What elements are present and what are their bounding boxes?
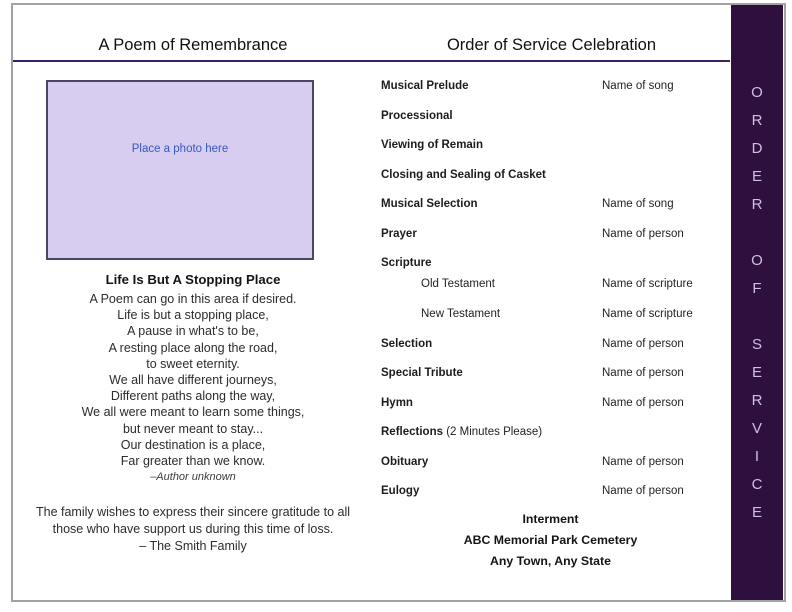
order-of-service-page	[373, 62, 730, 572]
service-value: Name of person	[602, 485, 684, 497]
poem-body	[13, 291, 373, 469]
gratitude-line: those who have support us during this time of loss.	[52, 522, 334, 537]
service-value: Name of scripture	[602, 308, 693, 320]
service-value: Name of song	[602, 80, 674, 92]
service-row	[381, 198, 720, 211]
service-value: Name of person	[602, 367, 684, 379]
poem-line: Our destination is a place,	[120, 437, 266, 452]
band-letter: C	[751, 475, 763, 493]
service-label: Musical Prelude	[381, 80, 469, 92]
band-letter: V	[751, 419, 762, 437]
order-of-service-band	[731, 5, 783, 600]
poem-line: We all have different journeys,	[109, 373, 277, 388]
band-letter: D	[751, 139, 763, 157]
service-row	[381, 80, 720, 93]
poem-line: We all were meant to learn some things,	[81, 405, 305, 420]
poem-line: A pause in what's to be,	[127, 324, 259, 339]
service-label: Obituary	[381, 455, 429, 468]
photo-placeholder[interactable]	[46, 80, 314, 260]
band-letter: E	[751, 363, 762, 381]
interment-line: Interment	[522, 512, 579, 526]
service-row	[381, 485, 720, 498]
page-headers	[13, 5, 730, 60]
service-value: Name of person	[602, 337, 684, 350]
service-label: Selection	[381, 337, 433, 350]
service-value: Name of person	[602, 227, 684, 240]
band-letter: S	[751, 335, 762, 353]
service-label: Reflections	[381, 426, 443, 438]
band-letter: E	[751, 167, 762, 185]
service-label: Musical Selection	[381, 198, 478, 210]
service-label: Scripture	[381, 257, 432, 269]
service-row	[381, 139, 720, 152]
service-row	[381, 338, 720, 351]
service-label: Processional	[381, 109, 453, 122]
gratitude-line: – The Smith Family	[139, 539, 247, 554]
service-row	[381, 228, 720, 241]
interment-line: ABC Memorial Park Cemetery	[463, 533, 638, 547]
service-label: New Testament	[421, 308, 501, 320]
service-row	[381, 426, 720, 439]
poem-line: but never meant to stay...	[122, 421, 264, 436]
poem-page	[13, 62, 373, 572]
service-value: Name of song	[602, 198, 674, 210]
band-letter: F	[752, 279, 762, 297]
service-label-suffix: (2 Minutes Please)	[443, 426, 543, 438]
service-label: Viewing of Remain	[381, 139, 484, 151]
service-value: Name of person	[602, 455, 684, 468]
funeral-program-sheet	[11, 3, 786, 602]
band-letter: O	[751, 83, 763, 101]
band-letter: R	[751, 195, 763, 213]
service-label: Hymn	[381, 396, 413, 409]
poem-line: Life is but a stopping place,	[117, 308, 269, 323]
service-label: Prayer	[381, 227, 417, 240]
band-letter: I	[754, 447, 760, 465]
left-page-title: A Poem of Remembrance	[98, 36, 288, 54]
poem-line: A resting place along the road,	[108, 340, 278, 355]
poem-line: Different paths along the way,	[110, 389, 276, 404]
service-row	[381, 110, 720, 123]
poem-line: to sweet eternity.	[146, 356, 240, 371]
service-row	[381, 367, 720, 380]
interment-block	[381, 509, 720, 572]
poem-attribution: –Author unknown	[150, 471, 236, 484]
interment-line: Any Town, Any State	[490, 554, 611, 568]
service-value: Name of scripture	[602, 278, 693, 290]
service-row	[381, 278, 720, 291]
poem-line: A Poem can go in this area if desired.	[89, 292, 297, 306]
right-page-title: Order of Service Celebration	[446, 36, 657, 54]
service-row	[381, 257, 720, 270]
service-label: Old Testament	[421, 278, 495, 290]
service-label: Special Tribute	[381, 367, 463, 379]
poem-line: Far greater than we know.	[120, 454, 266, 469]
service-value: Name of person	[602, 396, 684, 409]
gratitude-line: The family wishes to express their sincere gratitude to all	[35, 505, 351, 520]
band-letter: O	[751, 251, 763, 269]
service-row	[381, 456, 720, 469]
service-label: Closing and Sealing of Casket	[381, 168, 546, 181]
photo-placeholder-label: Place a photo here	[131, 143, 229, 155]
poem-title: Life Is But A Stopping Place	[105, 272, 281, 287]
program-pages	[13, 5, 730, 600]
service-row	[381, 308, 720, 321]
band-letter: R	[751, 391, 763, 409]
band-letter: R	[751, 111, 763, 129]
service-row	[381, 169, 720, 182]
service-label: Eulogy	[381, 485, 420, 497]
family-gratitude-note	[13, 504, 373, 555]
service-row	[381, 397, 720, 410]
band-letter: E	[751, 503, 762, 521]
service-list	[381, 80, 720, 498]
